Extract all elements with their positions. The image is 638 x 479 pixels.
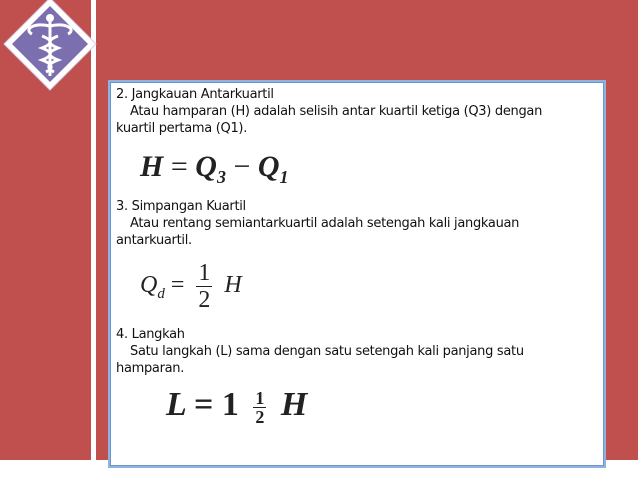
section2-heading: 2. Jangkauan Antarkuartil xyxy=(116,87,274,102)
formula-q1-sub: 1 xyxy=(279,167,289,187)
formula-fraction xyxy=(253,389,266,426)
formula-equals: = xyxy=(194,386,214,423)
fraction-denominator: 2 xyxy=(198,287,211,313)
formula-qd-sub: d xyxy=(157,285,165,302)
formula-h: H xyxy=(140,150,164,183)
formula-q1: Q xyxy=(257,150,280,183)
formula-l: L xyxy=(166,386,186,423)
formula-q3-sub: 3 xyxy=(216,167,226,187)
fraction-numerator: 1 xyxy=(255,387,265,408)
section4-line1: Satu langkah (L) sama dengan satu setengah kali panjang satu xyxy=(130,344,524,359)
section3-heading: 3. Simpangan Kuartil xyxy=(116,199,246,214)
formula-minus: − xyxy=(233,150,251,183)
section2-line2: kuartil pertama (Q1). xyxy=(116,121,248,136)
formula-q3: Q xyxy=(195,150,217,183)
section4-heading: 4. Langkah xyxy=(116,327,185,342)
formula-qd: Q xyxy=(140,272,158,299)
formula-step xyxy=(166,386,307,426)
section3-line1: Atau rentang semiantarkuartil adalah setengah kali jangkauan xyxy=(130,216,520,231)
formula-h: H xyxy=(280,386,308,423)
formula-equals: = xyxy=(170,272,185,299)
fraction-denominator: 2 xyxy=(255,406,265,427)
fraction-numerator: 1 xyxy=(198,260,211,286)
formula-fraction xyxy=(196,260,212,313)
formula-quartile-deviation xyxy=(140,260,242,313)
formula-range xyxy=(140,150,289,188)
caduceus-icon xyxy=(2,0,98,92)
formula-whole: 1 xyxy=(221,386,239,423)
section4-line2: hamparan. xyxy=(116,361,185,376)
formula-equals: = xyxy=(170,150,188,183)
formula-h: H xyxy=(224,272,242,299)
section3-line2: antarkuartil. xyxy=(116,233,192,248)
section2-line1: Atau hamparan (H) adalah selisih antar kuartil ketiga (Q3) dengan xyxy=(130,104,543,119)
